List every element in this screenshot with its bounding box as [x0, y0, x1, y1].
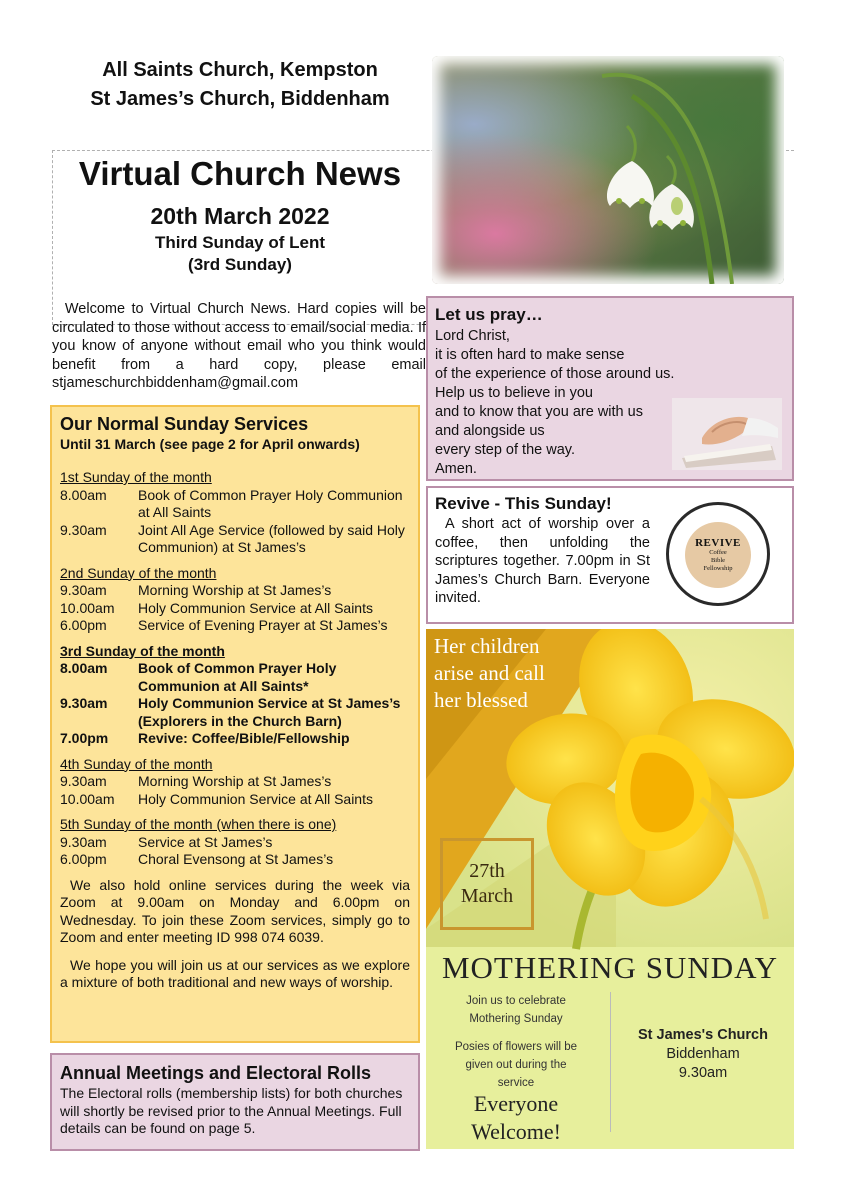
revive-logo-inner	[685, 522, 751, 588]
poster-venue-place: Biddenham	[666, 1046, 740, 1062]
service-group-heading: 2nd Sunday of the month	[60, 564, 217, 581]
service-desc: Service at St James’s	[138, 833, 273, 850]
online-services-paragraph: We also hold online services during the week via Zoom at 9.00am on Monday and 6.00pm on Wednesday. To join these Zoom services, simply go to Zoom and enter meeting ID 998 074 6039.	[60, 876, 410, 945]
service-group-heading: 1st Sunday of the month	[60, 469, 212, 485]
service-desc: Book of Common Prayer Holy Communion at All Saints*	[138, 660, 337, 694]
service-row	[60, 617, 410, 635]
services-title: Our Normal Sunday Services	[60, 414, 309, 434]
service-desc: Holy Communion Service at All Saints	[138, 599, 373, 616]
service-group-heading: 3rd Sunday of the month	[60, 642, 225, 659]
revive-body: A short act of worship over a coffee, then unfolding the scriptures together. 7.00pm in St James’s Church Barn. Everyone invited.	[435, 516, 650, 606]
poster-join-line: Join us to celebrate	[466, 995, 566, 1007]
sunday-number: (3rd Sunday)	[188, 255, 292, 274]
prayer-line: Help us to believe in you	[435, 385, 593, 401]
newsletter-title-block	[52, 152, 428, 276]
service-desc: (Explorers in the Church Barn)	[138, 712, 342, 729]
sunday-services-box	[50, 405, 420, 1043]
prayer-line: and to know that you are with us	[435, 404, 643, 420]
poster-posies-line: given out during the	[465, 1059, 567, 1071]
service-row	[60, 487, 410, 522]
service-time	[60, 713, 138, 731]
revive-logo-line: Bible	[710, 557, 726, 564]
service-desc: Morning Worship at St James’s	[138, 582, 332, 598]
poster-posies-text	[432, 1038, 600, 1092]
poster-join-text	[432, 992, 600, 1028]
service-desc: Choral Evensong at St James’s	[138, 851, 334, 867]
church-name-biddenham: St James’s Church, Biddenham	[90, 88, 390, 110]
revive-logo-line: Fellowship	[703, 565, 733, 572]
service-group-heading: 5th Sunday of the month (when there is one)	[60, 816, 337, 832]
revive-logo	[666, 502, 770, 606]
revive-box	[426, 486, 794, 624]
poster-divider	[610, 992, 611, 1132]
church-name-kempston: All Saints Church, Kempston	[102, 59, 378, 81]
welcome-paragraph	[52, 300, 426, 393]
service-time: 8.00am	[60, 660, 108, 676]
prayer-line: every step of the way.	[435, 442, 575, 458]
service-desc: Revive: Coffee/Bible/Fellowship	[138, 730, 350, 746]
poster-venue-time: 9.30am	[678, 1065, 728, 1081]
poster-date-day: 27th	[469, 860, 505, 882]
liturgical-week: Third Sunday of Lent	[155, 233, 325, 252]
service-time: 6.00pm	[60, 617, 107, 633]
service-row	[60, 713, 410, 731]
poster-join-line: Mothering Sunday	[469, 1013, 563, 1025]
annual-meetings-title: Annual Meetings and Electoral Rolls	[60, 1063, 372, 1083]
poster-everyone-line: Everyone	[473, 1091, 559, 1116]
service-row	[60, 600, 410, 618]
prayer-title: Let us pray…	[435, 305, 543, 324]
hope-paragraph: We hope you will join us at our services as we explore a mixture of both traditional and new ways of worship.	[60, 956, 410, 990]
revive-logo-word: REVIVE	[695, 537, 741, 549]
poster-date-box	[440, 838, 534, 930]
prayer-box	[426, 296, 794, 481]
service-time: 9.30am	[60, 695, 108, 711]
prayer-line: Lord Christ,	[435, 328, 510, 344]
service-group-heading: 4th Sunday of the month	[60, 755, 213, 772]
poster-posies-line: Posies of flowers will be	[454, 1041, 578, 1053]
service-group-2nd-sunday	[60, 565, 410, 635]
poster-everyone-welcome	[432, 1090, 600, 1146]
service-row	[60, 660, 410, 695]
revive-title: Revive - This Sunday!	[435, 494, 612, 513]
service-desc: Holy Communion Service at All Saints	[138, 790, 373, 807]
service-time: 9.30am	[60, 521, 107, 538]
service-time: 8.00am	[60, 486, 107, 503]
service-time: 9.30am	[60, 833, 107, 850]
service-row	[60, 834, 410, 852]
poster-venue-name: St James's Church	[638, 1027, 768, 1043]
prayer-line: Amen.	[435, 461, 477, 477]
poster-welcome-line: Welcome!	[471, 1119, 561, 1144]
service-row	[60, 522, 410, 557]
poster-venue	[612, 1026, 794, 1083]
services-until: Until 31 March (see page 2 for April onwards)	[60, 436, 360, 452]
mothering-sunday-heading: MOTHERING SUNDAY	[441, 950, 779, 985]
service-time: 10.00am	[60, 599, 115, 616]
service-row	[60, 791, 410, 809]
snowdrop-illustration	[432, 56, 784, 284]
service-group-3rd-sunday	[60, 643, 410, 748]
poster-details-left	[432, 992, 600, 1102]
service-time: 7.00pm	[60, 730, 109, 746]
service-desc: Joint All Age Service (followed by said Holy Communion) at St James’s	[138, 521, 405, 555]
poster-quote: Her children arise and call her blessed	[434, 634, 545, 712]
snowdrop-photo	[432, 56, 784, 284]
service-row	[60, 695, 410, 713]
poster-posies-line: service	[497, 1077, 535, 1089]
service-time: 9.30am	[60, 773, 107, 789]
prayer-line: of the experience of those around us.	[435, 366, 675, 382]
service-row	[60, 773, 410, 791]
prayer-line: it is often hard to make sense	[435, 347, 625, 363]
service-row	[60, 851, 410, 869]
annual-meetings-body: The Electoral rolls (membership lists) for both churches will shortly be revised prior to the Annual Meetings. Full details can be found on page 5.	[60, 1085, 403, 1136]
newsletter-title: Virtual Church News	[78, 155, 402, 192]
service-time: 6.00pm	[60, 851, 107, 867]
service-group-4th-sunday	[60, 756, 410, 809]
prayer-line: and alongside us	[435, 423, 545, 439]
service-desc: Service of Evening Prayer at St James’s	[138, 617, 388, 633]
service-desc: Book of Common Prayer Holy Communion at All Saints	[138, 486, 403, 520]
service-desc: Morning Worship at St James’s	[138, 773, 332, 789]
service-row	[60, 582, 410, 600]
service-time: 10.00am	[60, 790, 115, 807]
welcome-text: Welcome to Virtual Church News. Hard copies will be circulated to those without access to email/social media. If you know of anyone without email who you think would benefit from a hard copy, please email stjameschurchbiddenham@gmail.com	[52, 301, 426, 391]
service-group-1st-sunday	[60, 469, 410, 557]
service-group-5th-sunday	[60, 816, 410, 869]
poster-date-month: March	[460, 885, 514, 907]
church-names	[40, 56, 440, 114]
service-time: 9.30am	[60, 582, 107, 598]
service-desc: Holy Communion Service at St James’s	[138, 695, 401, 711]
service-row	[60, 730, 410, 748]
annual-meetings-box	[50, 1053, 420, 1151]
revive-logo-line: Coffee	[709, 549, 727, 556]
newsletter-date: 20th March 2022	[150, 203, 330, 229]
